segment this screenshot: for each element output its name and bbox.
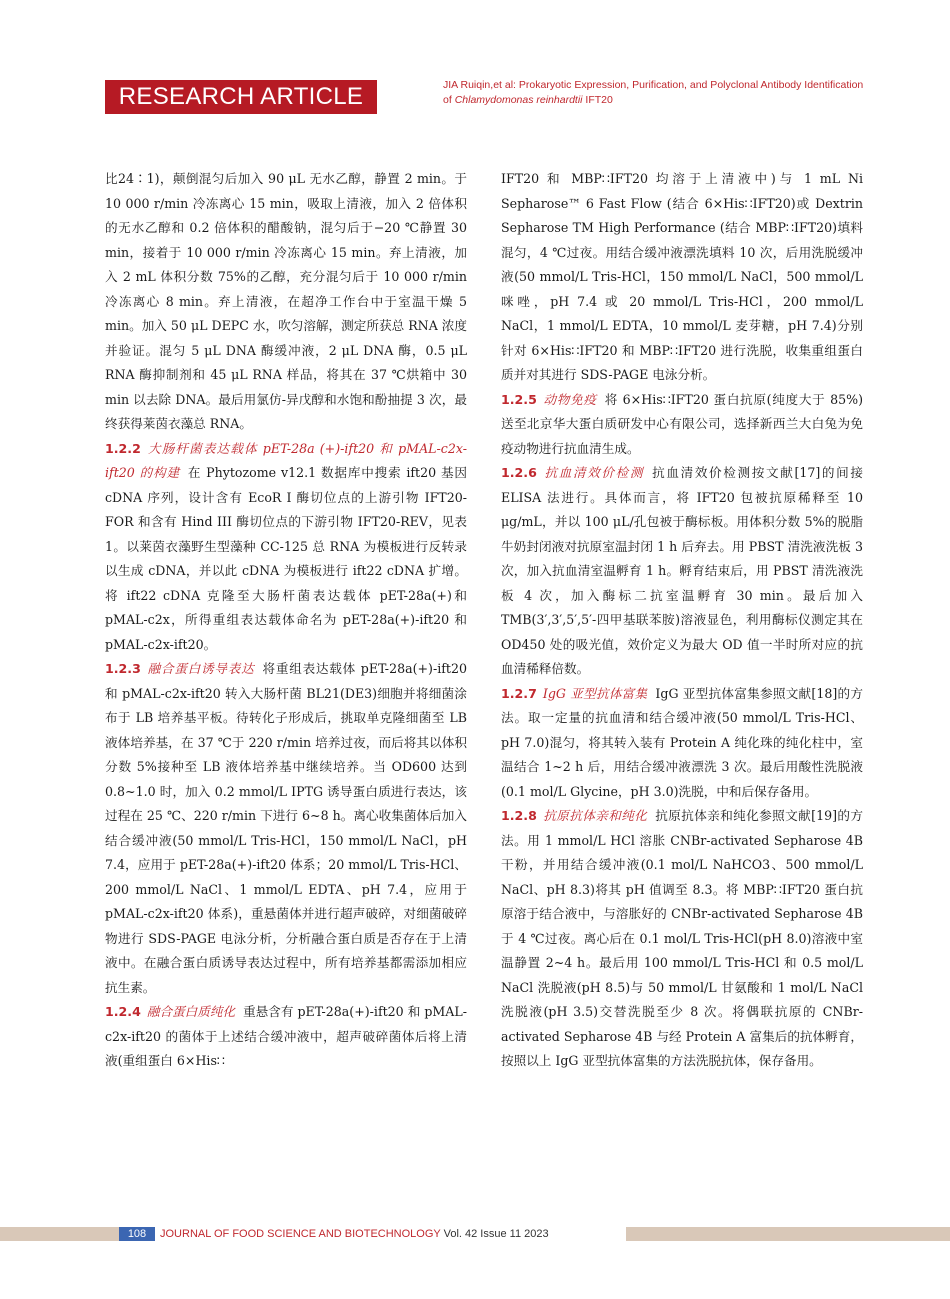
running-head-species: Chlamydomonas reinhardtii — [454, 94, 583, 106]
section-title: 大肠杆菌表达载体 pET-28a (+)-ift20 和 pMAL-c2x-ift20 的构建 — [105, 440, 467, 480]
paragraph — [105, 437, 467, 658]
section-number: 1.2.2 — [105, 440, 141, 456]
running-head-authors: JIA Ruiqin,et al — [443, 79, 514, 91]
section-number: 1.2.8 — [501, 808, 537, 823]
paragraph — [105, 167, 467, 437]
paragraph-text: 将重组表达载体 pET-28a(+)-ift20 和 pMAL-c2x-ift20 转入大肠杆菌 BL21(DE3)细胞并将细菌涂布于 LB 培养基平板。待转化子形成后，挑取单克隆细菌至 LB 液体培养基，在 37 ℃于 220 r/min 培养过夜，而后将其以体积分数 5%接种至 LB 液体培养基中继续培养。当 OD600 达到 0.8~1.0 时，加入 0.2 mmol/L IPTG 诱导蛋白质进行表达，该过程在 25 ℃、220 r/min 下进行 6~8 h。离心收集菌体后加入结合缓冲液(50 mmol/L Tris-HCl，150 mmol/L NaCl，pH 7.4，应用于 pET-28a(+)-ift20 体系；20 mmol/L Tris-HCl、200 mmol/L NaCl、1 mmol/L EDTA、pH 7.4，应用于 pMAL-c2x-ift20 体系)，重悬菌体并进行超声破碎，对细菌破碎物进行 SDS-PAGE 电泳分析，分析融合蛋白质是否存在于上清液中。在融合蛋白质诱导表达过程中，所有培养基都需添加相应抗生素。 — [105, 661, 468, 995]
section-title: 动物免疫 — [542, 391, 597, 407]
paragraph — [105, 1000, 467, 1074]
paragraph-text: IgG 亚型抗体富集参照文献[18]的方法。取一定量的抗血清和结合缓冲液(50 mmol/L Tris-HCl、pH 7.0)混匀，将其转入装有 Protein A 纯化珠的纯化柱中，室温结合 1~2 h 后，用结合缓冲液漂洗 3 次。最后用酸性洗脱液(0.1 mol/L Glycine，pH 3.0)洗脱，中和后保存备用。 — [501, 685, 864, 799]
section-number: 1.2.5 — [501, 391, 537, 407]
paragraph-text: IFT20 和 MBP∷IFT20 均溶于上清液中)与 1 mL Ni Sepharose™ 6 Fast Flow (结合 6×His∷IFT20)或 Dextrin Sepharose TM High Performance (结合 MBP∷IFT20)填料混匀，4 ℃过夜。用结合缓冲液漂洗填料 10 次，后用洗脱缓冲液(50 mmol/L Tris-HCl，150 mmol/L NaCl，500 mmol/L 咪唑，pH 7.4 或 20 mmol/L Tris-HCl，200 mmol/L NaCl，1 mmol/L EDTA，10 mmol/L 麦芽糖，pH 7.4)分别针对 6×His∷IFT20 和 MBP∷IFT20 进行洗脱，收集重组蛋白质并对其进行 SDS-PAGE 电泳分析。 — [501, 171, 863, 382]
paragraph — [501, 461, 863, 682]
page-number: 108 — [119, 1227, 155, 1241]
paragraph-text: 重悬含有 pET-28a(+)-ift20 和 pMAL-c2x-ift20 的菌体于上述结合缓冲液中，超声破碎菌体后将上清液(重组蛋白 6×His∷ — [105, 1004, 467, 1068]
paragraph — [105, 657, 467, 1000]
section-title: 抗原抗体亲和纯化 — [542, 808, 648, 823]
section-number: 1.2.4 — [105, 1004, 141, 1019]
running-head: JIA Ruiqin,et al: Prokaryotic Expression, Purification, and Polyclonal Antibody Identification of Chlamydomonas reinhardtii IFT20 — [443, 79, 864, 106]
running-head-protein: IFT20 — [585, 94, 613, 106]
section-title: 融合蛋白诱导表达 — [146, 661, 255, 676]
section-number: 1.2.3 — [105, 661, 141, 676]
paragraph-text: 在 Phytozome v12.1 数据库中搜索 ift20 基因 cDNA 序列，设计含有 EcoR I 酶切位点的上游引物 IFT20-FOR 和含有 Hind III 酶切位点的下游引物 IFT20-REV，见表 1。以莱茵衣藻野生型藻种 CC-125 总 RNA 为模板进行反转录以生成 cDNA，并以此 cDNA 为模板进行 ift22 cDNA 扩增。将 ift22 cDNA 克隆至大肠杆菌表达载体 pET-28a(+)和 pMAL-c2x，所得重组表达载体命名为 pET-28a(+)-ift20 和 pMAL-c2x-ift20。 — [105, 465, 467, 652]
running-head-title: Prokaryotic Expression, Purification, and Polyclonal Antibody Identification of — [443, 79, 864, 106]
section-title: 抗血清效价检测 — [542, 465, 645, 480]
section-number: 1.2.6 — [501, 465, 537, 480]
journal-volume: Vol. 42 Issue 11 2023 — [443, 1228, 549, 1240]
paragraph-text: 将 6×His∷IFT20 蛋白抗原(纯度大于 85%)送至北京华大蛋白质研发中心有限公司，选择新西兰大白兔为免疫动物进行抗血清生成。 — [501, 391, 863, 456]
paragraph — [501, 804, 863, 1074]
section-number: 1.2.7 — [501, 685, 537, 701]
footer-bar-right — [626, 1227, 950, 1241]
journal-title: JOURNAL OF FOOD SCIENCE AND BIOTECHNOLOGY — [160, 1228, 441, 1240]
section-banner: RESEARCH ARTICLE — [105, 80, 377, 114]
footer-bar-left — [0, 1227, 119, 1241]
paragraph-text: 抗原抗体亲和纯化参照文献[19]的方法。用 1 mmol/L HCl 溶胀 CNBr-activated Sepharose 4B 干粉，并用结合缓冲液(0.1 mol/L NaHCO3、500 mmol/L NaCl、pH 8.3)将其 pH 值调至 8.3。将 MBP∷IFT20 蛋白抗原溶于结合液中，与溶胀好的 CNBr-activated Sepharose 4B 于 4 ℃过夜。离心后在 0.1 mol/L Tris-HCl(pH 8.0)溶液中室温静置 2~4 h。最后用 100 mmol/L Tris-HCl 和 0.5 mol/L NaCl 洗脱液(pH 8.5)与 50 mmol/L 甘氨酸和 1 mol/L NaCl 洗脱液(pH 3.5)交替洗脱至少 8 次。将偶联抗原的 CNBr-activated Sepharose 4B 与经 Protein A 富集后的抗体孵育，按照以上 IgG 亚型抗体富集的方法洗脱抗体，保存备用。 — [501, 808, 863, 1068]
left-column — [105, 167, 467, 1074]
paragraph — [501, 167, 863, 388]
paragraph — [501, 388, 863, 462]
section-title: IgG 亚型抗体富集 — [542, 685, 648, 701]
section-title: 融合蛋白质纯化 — [146, 1004, 236, 1019]
paragraph-text: 抗血清效价检测按文献[17]的间接 ELISA 法进行。具体而言，将 IFT20 包被抗原稀释至 10 μg/mL，并以 100 μL/孔包被于酶标板。用体积分数 5%的脱脂牛奶封闭液对抗原室温封闭 1 h 后弃去。用 PBST 清洗液洗板 3 次，加入抗血清室温孵育 1 h。孵育结束后，用 PBST 清洗液洗板 4 次，加入酶标二抗室温孵育 30 min。最后加入 TMB(3′,3′,5′,5′-四甲基联苯胺)溶液显色，利用酶标仪测定其在 OD450 处的吸光值，效价定义为最大 OD 值一半时所对应的抗血清稀释倍数。 — [501, 465, 863, 676]
right-column — [501, 167, 863, 1074]
journal-name — [160, 1226, 549, 1242]
paragraph-text: 比24∶1)，颠倒混匀后加入 90 μL 无水乙醇，静置 2 min。于 10 000 r/min 冷冻离心 15 min，吸取上清液，加入 2 倍体积的无水乙醇和 0.2 倍体积的醋酸钠，混匀后于−20 ℃静置 30 min，接着于 10 000 r/min 冷冻离心 15 min。弃上清液，加入 2 mL 体积分数 75%的乙醇，充分混匀后于 10 000 r/min 冷冻离心 8 min。弃上清液，在超净工作台中于室温干燥 5 min。加入 50 μL DEPC 水，吹匀溶解，测定所获总 RNA 浓度并验证。混匀 5 μL DNA 酶缓冲液，2 μL DNA 酶，0.5 μL RNA 酶抑制剂和 45 μL RNA 样品，将其在 37 ℃烘箱中 30 min 以去除 DNA。最后用氯仿-异戊醇和水饱和酚抽提 3 次，最终获得莱茵衣藻总 RNA。 — [105, 171, 467, 431]
paragraph — [501, 682, 863, 805]
